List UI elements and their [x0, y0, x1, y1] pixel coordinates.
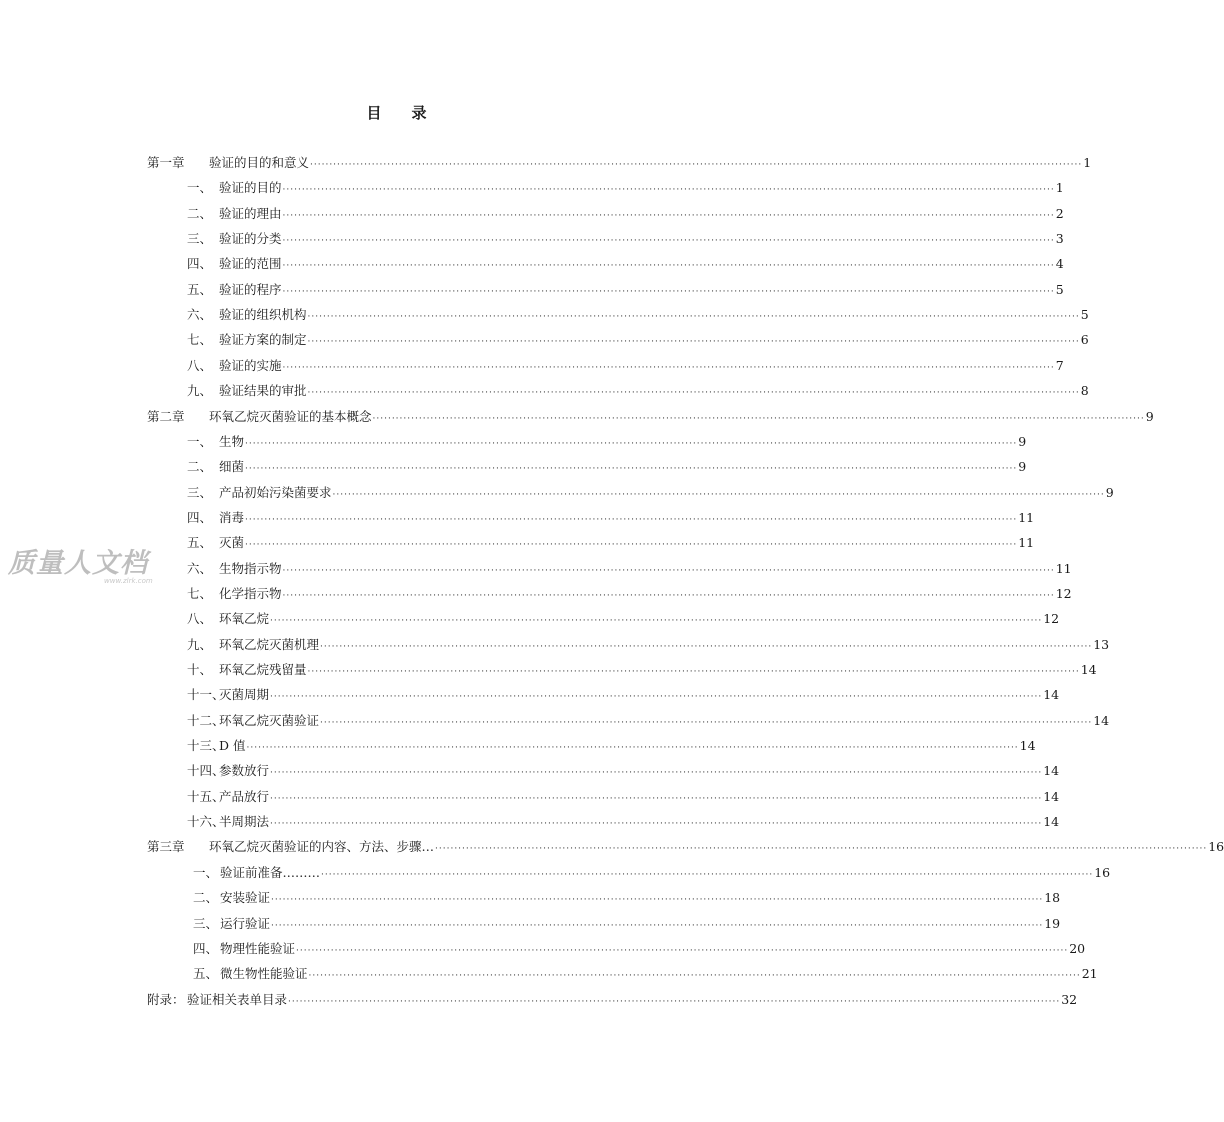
toc-entry[interactable] — [193, 912, 1061, 936]
toc-entry-page: 14 — [1043, 814, 1060, 830]
toc-entry[interactable] — [147, 405, 1154, 429]
toc-entry-number: 十三、 — [187, 738, 225, 754]
toc-entry[interactable] — [187, 531, 1035, 555]
toc-entry-page: 21 — [1081, 966, 1098, 982]
toc-entry-page: 9 — [1018, 459, 1027, 475]
toc-entry-page: 9 — [1105, 484, 1114, 500]
toc-entry[interactable] — [187, 557, 1072, 581]
toc-entry-label: 灭菌 — [219, 535, 245, 551]
toc-entry-page: 19 — [1044, 915, 1061, 931]
title-char-right: 录 — [411, 104, 427, 122]
toc-dot-leader: ········································································································································································································ — [320, 717, 1093, 728]
toc-entry-label: 产品初始污染菌要求 — [219, 484, 332, 500]
toc-entry[interactable] — [187, 202, 1064, 226]
toc-dot-leader: ········································································································································································································ — [245, 464, 1018, 475]
toc-entry-number: 一、 — [193, 864, 219, 880]
toc-dot-leader: ········································································································································································································ — [271, 895, 1044, 906]
toc-entry-page: 13 — [1093, 636, 1110, 652]
toc-entry-page: 4 — [1055, 256, 1064, 272]
toc-entry-page: 16 — [1208, 839, 1224, 855]
toc-dot-leader: ········································································································································································································ — [282, 565, 1055, 576]
toc-entry-label: 验证的目的 — [219, 180, 282, 196]
toc-entry-label: 验证前准备……… — [220, 864, 321, 880]
toc-entry[interactable] — [187, 683, 1060, 707]
toc-entry[interactable] — [147, 151, 1092, 175]
toc-entry-page: 18 — [1044, 890, 1061, 906]
toc-entry-number: 二、 — [187, 205, 213, 221]
toc-entry-label: 安装验证 — [220, 890, 271, 906]
watermark-text: 质量人文档 — [8, 548, 148, 579]
toc-dot-leader: ········································································································································································································ — [332, 489, 1105, 500]
toc-entry-number: 七、 — [187, 585, 213, 601]
toc-dot-leader: ········································································································································································································ — [435, 844, 1208, 855]
toc-entry[interactable] — [193, 962, 1098, 986]
toc-entry-label: 化学指示物 — [219, 585, 282, 601]
toc-dot-leader: ········································································································································································································ — [307, 312, 1080, 323]
toc-entry-page: 14 — [1019, 738, 1036, 754]
toc-entry-page: 6 — [1080, 332, 1089, 348]
toc-entry-page: 2 — [1055, 205, 1064, 221]
toc-entry-number: 第二章 — [147, 408, 185, 424]
toc-entry-label: D 值 — [219, 738, 246, 754]
toc-dot-leader: ········································································································································································································ — [307, 667, 1080, 677]
toc-entry-label: 验证的理由 — [219, 205, 282, 221]
toc-entry-label: 环氧乙烷 — [219, 611, 270, 627]
toc-entry[interactable] — [187, 278, 1064, 302]
toc-entry-label: 产品放行 — [219, 788, 270, 804]
toc-entry-label: 参数放行 — [219, 763, 270, 779]
toc-entry-number: 三、 — [187, 484, 213, 500]
toc-entry[interactable] — [187, 582, 1072, 606]
toc-entry-page: 14 — [1043, 687, 1060, 703]
page-title — [0, 102, 793, 123]
toc-dot-leader: ········································································································································································································ — [296, 945, 1069, 956]
toc-entry-number: 二、 — [193, 890, 219, 906]
toc-dot-leader: ········································································································································································································ — [271, 920, 1044, 931]
toc-entry-label: 验证的实施 — [219, 357, 282, 373]
toc-entry-label: 验证的分类 — [219, 231, 282, 247]
toc-dot-leader: ········································································································································································································ — [321, 869, 1094, 880]
toc-entry-label: 验证的目的和意义 — [209, 155, 310, 170]
toc-entry[interactable] — [187, 455, 1027, 479]
toc-dot-leader: ········································································································································································································ — [310, 160, 1083, 170]
toc-dot-leader: ········································································································································································································ — [270, 768, 1043, 779]
toc-entry-number: 一、 — [187, 180, 213, 196]
toc-entry-label: 环氧乙烷灭菌验证 — [219, 712, 320, 728]
toc-entry[interactable] — [187, 785, 1060, 809]
toc-entry-number: 九、 — [187, 636, 213, 652]
toc-entry-label: 消毒 — [219, 509, 245, 525]
toc-entry-number: 一、 — [187, 433, 213, 449]
toc-entry-number: 三、 — [187, 231, 213, 247]
toc-dot-leader: ········································································································································································································ — [282, 261, 1055, 272]
toc-entry-number: 八、 — [187, 357, 213, 373]
toc-entry[interactable] — [187, 303, 1089, 327]
toc-entry-number: 十六、 — [187, 814, 225, 830]
toc-entry-number: 六、 — [187, 307, 213, 323]
toc-entry[interactable] — [193, 861, 1111, 885]
toc-entry-label: 运行验证 — [220, 915, 271, 931]
toc-entry-page: 3 — [1055, 231, 1064, 247]
toc-entry-label: 验证方案的制定 — [219, 332, 307, 348]
toc-entry-number: 五、 — [187, 535, 213, 551]
toc-entry-page: 5 — [1080, 307, 1089, 323]
toc-entry-page: 14 — [1080, 662, 1097, 677]
toc-entry[interactable] — [187, 709, 1110, 733]
toc-entry[interactable] — [193, 937, 1086, 961]
toc-entry-page: 32 — [1061, 991, 1078, 1007]
toc-entry-page: 9 — [1018, 433, 1027, 449]
toc-dot-leader: ········································································································································································································ — [270, 819, 1043, 830]
toc-entry-number: 四、 — [187, 509, 213, 525]
toc-entry[interactable] — [187, 430, 1027, 454]
toc-entry-number: 二、 — [187, 459, 213, 475]
toc-entry[interactable] — [187, 252, 1064, 276]
toc-entry[interactable] — [187, 506, 1035, 530]
toc-entry-page: 16 — [1094, 864, 1111, 880]
toc-dot-leader: ········································································································································································································ — [282, 286, 1055, 297]
toc-entry-number: 三、 — [193, 915, 219, 931]
toc-entry-number: 十、 — [187, 662, 213, 677]
toc-entry-label: 验证结果的审批 — [219, 383, 307, 399]
toc-entry-label: 环氧乙烷灭菌验证的基本概念 — [209, 408, 372, 424]
toc-entry[interactable] — [187, 633, 1110, 657]
toc-entry-page: 14 — [1093, 712, 1110, 728]
toc-entry[interactable] — [187, 734, 1036, 758]
toc-dot-leader: ········································································································································································································ — [307, 337, 1080, 348]
toc-dot-leader: ········································································································································································································ — [308, 971, 1081, 982]
toc-entry-label: 环氧乙烷灭菌机理 — [219, 636, 320, 652]
toc-entry-page: 14 — [1043, 788, 1060, 804]
toc-entry[interactable] — [187, 379, 1089, 403]
toc-entry-page: 7 — [1055, 357, 1064, 373]
toc-entry-number: 五、 — [187, 281, 213, 297]
toc-entry-label: 验证的组织机构 — [219, 307, 307, 323]
toc-dot-leader: ········································································································································································································ — [245, 514, 1018, 525]
toc-entry-number: 九、 — [187, 383, 213, 399]
watermark-url: www.zlrk.com — [104, 577, 153, 585]
toc-entry-page: 12 — [1055, 585, 1072, 601]
toc-entry[interactable] — [187, 227, 1064, 251]
toc-entry-label: 微生物性能验证 — [220, 966, 308, 982]
toc-dot-leader: ········································································································································································································ — [246, 743, 1019, 754]
toc-dot-leader: ········································································································································································································ — [288, 996, 1061, 1007]
toc-entry-number: 第一章 — [147, 155, 185, 170]
toc-entry[interactable] — [193, 886, 1061, 910]
toc-dot-leader: ········································································································································································································ — [282, 362, 1055, 373]
toc-entry-page: 5 — [1055, 281, 1064, 297]
toc-entry-number: 八、 — [187, 611, 213, 627]
toc-entry-number: 四、 — [187, 256, 213, 272]
toc-dot-leader: ········································································································································································································ — [245, 540, 1018, 551]
toc-entry-number: 五、 — [193, 966, 219, 982]
toc-entry-label: 验证的范围 — [219, 256, 282, 272]
toc-entry-number: 附录： — [147, 991, 185, 1007]
toc-entry-number: 十四、 — [187, 763, 225, 779]
toc-dot-leader: ········································································································································································································ — [372, 413, 1145, 424]
toc-entry-number: 十一、 — [187, 687, 225, 703]
toc-entry-page: 9 — [1145, 408, 1154, 424]
toc-dot-leader: ········································································································································································································ — [245, 438, 1018, 449]
toc-entry-label: 验证相关表单目录 — [187, 991, 288, 1007]
toc-entry-number: 七、 — [187, 332, 213, 348]
toc-dot-leader: ········································································································································································································ — [320, 641, 1093, 652]
toc-entry-label: 验证的程序 — [219, 281, 282, 297]
toc-entry-label: 环氧乙烷残留量 — [219, 662, 307, 677]
toc-entry-page: 1 — [1055, 180, 1064, 196]
toc-entry[interactable] — [187, 658, 1097, 682]
toc-entry[interactable] — [187, 354, 1064, 378]
toc-entry[interactable] — [187, 810, 1060, 834]
toc-entry-number: 六、 — [187, 560, 213, 576]
toc-entry-page: 1 — [1083, 155, 1092, 170]
toc-entry[interactable] — [147, 835, 1224, 859]
toc-entry-number: 十二、 — [187, 712, 225, 728]
toc-entry-page: 20 — [1069, 940, 1086, 956]
toc-entry-page: 11 — [1018, 509, 1035, 525]
toc-entry-label: 生物 — [219, 433, 245, 449]
toc-entry-label: 灭菌周期 — [219, 687, 270, 703]
watermark-logo — [8, 541, 153, 585]
toc-entry[interactable] — [187, 328, 1089, 352]
toc-dot-leader: ········································································································································································································ — [282, 185, 1055, 196]
toc-dot-leader: ········································································································································································································ — [282, 590, 1055, 601]
toc-entry[interactable] — [187, 176, 1064, 200]
toc-entry-page: 8 — [1080, 383, 1089, 399]
toc-entry-page: 11 — [1018, 535, 1035, 551]
toc-dot-leader: ········································································································································································································ — [270, 616, 1043, 627]
toc-dot-leader: ········································································································································································································ — [282, 236, 1055, 247]
toc-dot-leader: ········································································································································································································ — [270, 793, 1043, 804]
title-char-left: 目 — [366, 104, 382, 122]
toc-entry-label: 半周期法 — [219, 814, 270, 830]
toc-entry-number: 十五、 — [187, 788, 225, 804]
toc-entry[interactable] — [147, 988, 1078, 1012]
toc-dot-leader: ········································································································································································································ — [307, 388, 1080, 399]
toc-dot-leader: ········································································································································································································ — [270, 692, 1043, 703]
toc-entry[interactable] — [187, 607, 1060, 631]
toc-entry-label: 生物指示物 — [219, 560, 282, 576]
toc-entry-label: 细菌 — [219, 459, 245, 475]
toc-entry-page: 11 — [1055, 560, 1072, 576]
toc-entry[interactable] — [187, 759, 1060, 783]
toc-entry-number: 第三章 — [147, 839, 185, 855]
toc-entry-label: 物理性能验证 — [220, 940, 296, 956]
toc-entry[interactable] — [187, 481, 1114, 505]
toc-entry-label: 环氧乙烷灭菌验证的内容、方法、步骤… — [209, 839, 435, 855]
toc-dot-leader: ········································································································································································································ — [282, 210, 1055, 221]
toc-entry-page: 14 — [1043, 763, 1060, 779]
toc-entry-number: 四、 — [193, 940, 219, 956]
toc-entry-page: 12 — [1043, 611, 1060, 627]
